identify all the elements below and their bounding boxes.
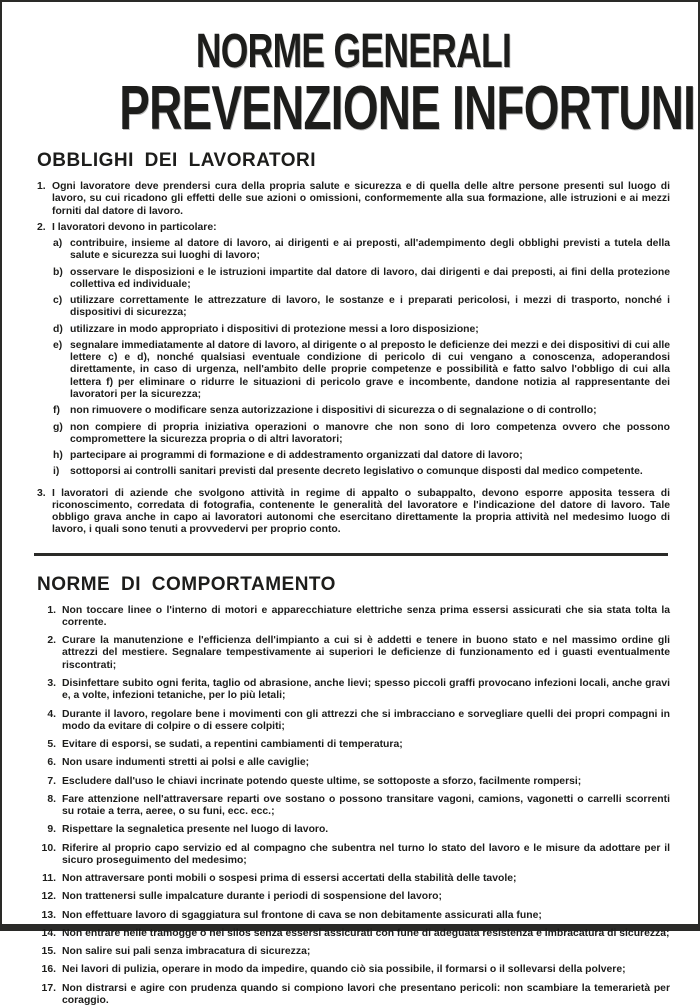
sublist-lettered — [53, 238, 670, 479]
item-number: 14. — [41, 927, 56, 939]
item-text: Escludere dall'uso le chiavi incrinate potendo queste ultime, se sottoposte a sforzo, facilmente rompersi; — [62, 775, 582, 787]
item-text: Nei lavori di pulizia, operare in modo da impedire, quando ciò sia possibile, il formarsi o il sollevarsi della polvere; — [62, 964, 626, 976]
item-text: Non usare indumenti stretti ai polsi e alle caviglie; — [62, 757, 310, 769]
list-item — [37, 739, 670, 751]
list-item — [37, 873, 670, 885]
list-item — [53, 450, 670, 462]
item-number: 13. — [41, 909, 56, 921]
poster-title-line1: NORME GENERALI — [195, 25, 512, 78]
item-number: 10. — [41, 842, 56, 854]
item-letter: f) — [53, 405, 60, 417]
list-item — [37, 757, 670, 769]
item-number: 1. — [47, 604, 56, 616]
item-text: Evitare di esporsi, se sudati, a repentini cambiamenti di temperatura; — [62, 739, 403, 751]
list-item — [53, 466, 670, 478]
list-item — [37, 794, 670, 819]
item-text: Rispettare la segnaletica presente nel luogo di lavoro. — [62, 824, 329, 836]
item-text: non compiere di propria iniziativa operazioni o manovre che non sono di loro competenza ovvero che possono compromettere la sicurezza propria o di altri lavoratori; — [70, 421, 670, 445]
item-text: Non entrare nelle tramogge o nei silos senza essersi assicurati con fune di adeguata resistenza e imbracatura di sicurezza; — [62, 927, 670, 939]
item-text: sottoporsi ai controlli sanitari previsti dal presente decreto legislativo o comunque disposti dal medico competente. — [70, 466, 643, 478]
item-text: I lavoratori devono in particolare: — [52, 221, 217, 233]
list-item — [53, 267, 670, 292]
item-number: 6. — [47, 757, 56, 769]
list-item — [37, 488, 670, 537]
item-number: 4. — [47, 708, 56, 720]
poster-content — [2, 2, 698, 1007]
item-number: 15. — [41, 946, 56, 958]
item-number: 17. — [41, 982, 56, 994]
item-text: contribuire, insieme al datore di lavoro, ai dirigenti e ai preposti, all'adempimento degli obblighi previsti a tutela della salute e sicurezza sui luoghi di lavoro; — [70, 238, 670, 262]
item-text: Curare la manutenzione e l'efficienza dell'impianto a cui si è addetti e tenere in buono stato e nel massimo ordine gli attrezzi del mestiere. Segnalare tempestivamente ai superiori le deficienze di funzionamento ed i guasti eventualmente riscontrati; — [62, 635, 670, 671]
poster-title-line2: PREVENZIONE INFORTUNI — [119, 74, 696, 143]
item-text: Non toccare linee o l'interno di motori e apparecchiature elettriche senza prima essersi assicurati che sia stata tolta la corrente. — [62, 604, 670, 628]
section-divider — [34, 553, 668, 556]
item-text: Non distrarsi e agire con prudenza quando si compiono lavori che presentano pericoli: non scambiare la temerarietà per coraggio. — [62, 982, 670, 1007]
section-heading-obblighi: OBBLIGHI DEI LAVORATORI — [37, 150, 317, 171]
list-item — [37, 946, 670, 958]
item-text: Durante il lavoro, regolare bene i movimenti con gli attrezzi che si imbracciano e sorvegliare quelli dei propri compagni in modo da evitare di colpire o di essere colpiti; — [62, 708, 670, 732]
list-item — [53, 405, 670, 417]
item-letter: d) — [53, 323, 63, 335]
list-item — [37, 678, 670, 703]
list-item — [37, 181, 670, 218]
item-number: 3. — [47, 677, 56, 689]
poster-title — [37, 25, 696, 143]
list-item — [37, 928, 670, 940]
item-letter: b) — [53, 266, 63, 278]
list-item — [37, 843, 670, 868]
item-text: non rimuovere o modificare senza autorizzazione i dispositivi di sicurezza o di segnalazione o di controllo; — [70, 405, 597, 417]
item-letter: g) — [53, 421, 63, 433]
item-text: Fare attenzione nell'attraversare reparti ove sostano o possono transitare vagoni, camions, vagonetti o carrelli scorrenti su rotaie a terra, aeree, o su funi, ecc. ecc.; — [62, 793, 670, 818]
item-letter: c) — [53, 295, 63, 307]
list-item — [37, 964, 670, 976]
item-text: Non effettuare lavoro di sgaggiatura sul frontone di cava se non debitamente assicurati alla fune; — [62, 909, 542, 921]
item-number: 7. — [47, 775, 56, 787]
item-text: utilizzare in modo appropriato i dispositivi di protezione messi a loro disposizione; — [70, 323, 479, 335]
item-text: osservare le disposizioni e le istruzioni impartite dal datore di lavoro, dai dirigenti e dai preposti, ai fini della protezione collettiva ed individuale; — [70, 266, 670, 290]
item-text: segnalare immediatamente al datore di lavoro, al dirigente o al preposto le deficienze dei mezzi e dei dispositivi di cui alle lettere c) e d), nonché qualsiasi eventuale condizione di pericolo di cui vengano a conoscenza, adoperandosi direttamente, in caso di urgenza, nell'ambito delle proprie competenze e possibilità e fatto salvo l'obbligo di cui alla lettera f) per eliminare o ridurre le situazioni di pericolo grave e incombente, dandone notizia al rappresentante dei lavoratori per la sicurezza; — [70, 339, 670, 400]
list-item — [37, 891, 670, 903]
list-item — [37, 776, 670, 788]
item-number: 1. — [37, 181, 46, 192]
list-item — [53, 238, 670, 263]
item-text: Disinfettare subito ogni ferita, taglio od abrasione, anche lievi; spesso piccoli graffi provocano infezioni locali, anche gravi e, a volte, infezioni tetaniche, per lo più letali; — [62, 677, 670, 702]
section-obblighi-dei-lavoratori — [37, 150, 670, 537]
list-item — [37, 222, 670, 234]
section-heading-comportamento: NORME DI COMPORTAMENTO — [37, 573, 336, 595]
list-item — [37, 605, 670, 630]
list-item — [37, 910, 670, 922]
item-letter: i) — [53, 466, 60, 478]
item-letter: a) — [53, 238, 63, 250]
item-number: 9. — [47, 824, 56, 836]
list-item — [53, 324, 670, 336]
section-norme-di-comportamento — [37, 574, 670, 1007]
item-text: Non trattenersi sulle impalcature durante i periodi di sospensione del lavoro; — [62, 891, 442, 903]
list-item — [37, 824, 670, 836]
list-item — [53, 422, 670, 447]
item-number: 5. — [47, 739, 56, 751]
item-text: Ogni lavoratore deve prendersi cura della propria salute e sicurezza e di quella delle altre persone presenti sul luogo di lavoro, su cui ricadono gli effetti delle sue azioni o omissioni, conformemente alla sua formazione, alle istruzioni e ai mezzi forniti dal datore di lavoro. — [52, 181, 670, 217]
item-text: partecipare ai programmi di formazione e di addestramento organizzati dal datore di lavoro; — [70, 450, 523, 462]
list-item — [37, 635, 670, 672]
item-letter: h) — [53, 450, 63, 462]
item-text: Riferire al proprio capo servizio ed al compagno che subentra nel turno lo stato del lavoro e le misure da adottare per il sicuro proseguimento del medesimo; — [62, 842, 670, 866]
list-item — [53, 340, 670, 401]
item-letter: e) — [53, 339, 63, 351]
item-number: 3. — [37, 487, 46, 499]
item-number: 11. — [42, 873, 56, 885]
item-number: 12. — [41, 891, 56, 903]
item-number: 16. — [41, 964, 56, 976]
item-number: 2. — [47, 635, 56, 647]
item-number: 2. — [37, 221, 46, 233]
item-text: Non salire sui pali senza imbracatura di sicurezza; — [62, 946, 311, 958]
item-text: Non attraversare ponti mobili o sospesi prima di essersi accertati della stabilità delle tavole; — [62, 873, 517, 885]
item-text: utilizzare correttamente le attrezzature di lavoro, le sostanze e i preparati pericolosi, i mezzi di trasporto, nonché i dispositivi di sicurezza; — [70, 295, 670, 319]
list-item — [53, 295, 670, 320]
list-item — [37, 709, 670, 734]
item-number: 8. — [47, 793, 56, 805]
list-item — [37, 983, 670, 1007]
item-text: I lavoratori di aziende che svolgono attività in regime di appalto o subappalto, devono esporre apposita tessera di riconoscimento, corredata di fotografia, contenente le generalità del lavoratore e l'indicazione del datore di lavoro. Tale obbligo grava anche in capo ai lavoratori autonomi che esercitano direttamente la propria attività nel medesimo luogo di lavoro, i quali sono tenuti a provvedervi per proprio conto. — [52, 487, 670, 536]
